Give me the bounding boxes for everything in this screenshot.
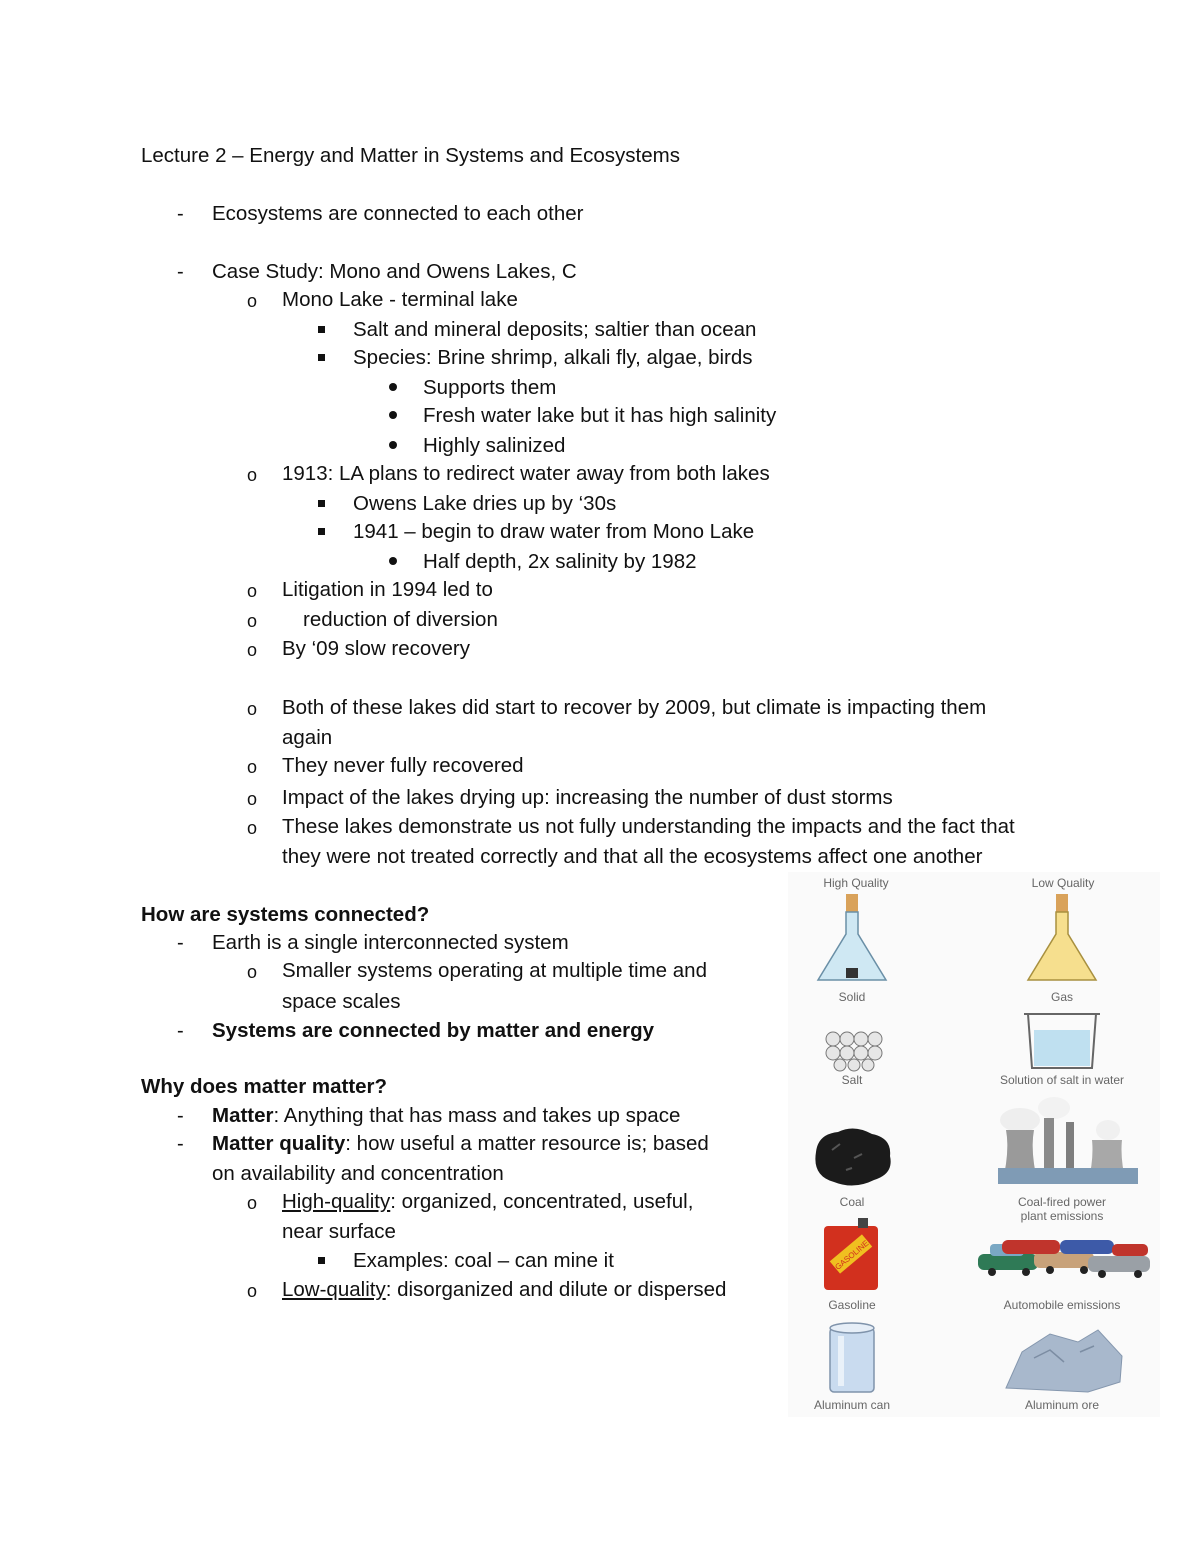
circle-bullet: o [247, 962, 258, 982]
automobile-emissions-icon [978, 1240, 1150, 1278]
bullet-owens-dries: Owens Lake dries up by ‘30s [353, 492, 617, 515]
bullet-both-lakes-cont: again [282, 726, 333, 749]
matter-quality-definition: : how useful a matter resource is; based [345, 1132, 709, 1155]
bullet-dust-storms: Impact of the lakes drying up: increasing the number of dust storms [282, 786, 893, 809]
page-title: Lecture 2 – Energy and Matter in Systems and Ecosystems [141, 144, 680, 167]
caption-gasoline: Gasoline [828, 1298, 876, 1312]
solution-beaker-icon [1024, 1014, 1100, 1068]
circle-bullet: o [247, 1193, 258, 1213]
high-quality-definition: : organized, concentrated, useful, [390, 1190, 694, 1213]
bullet-matter-def [212, 1103, 680, 1129]
salt-crystals-icon [826, 1032, 882, 1071]
bullet-reduction: reduction of diversion [303, 608, 498, 631]
dash-bullet: - [177, 261, 184, 283]
bullet-smaller-systems-cont: space scales [282, 990, 401, 1013]
caption-power-plant-2: plant emissions [1020, 1209, 1104, 1223]
circle-bullet: o [247, 611, 258, 631]
bullet-slow-recovery: By ‘09 slow recovery [282, 637, 470, 660]
figure-header-low: Low Quality [1031, 876, 1095, 890]
circle-bullet: o [247, 581, 258, 601]
circle-bullet: o [247, 818, 258, 838]
square-bullet [318, 1248, 325, 1274]
dot-bullet [389, 433, 397, 459]
circle-bullet: o [247, 640, 258, 660]
circle-bullet: o [247, 699, 258, 719]
coal-icon [815, 1128, 890, 1185]
power-plant-icon [998, 1097, 1138, 1184]
bullet-never-recovered: They never fully recovered [282, 754, 524, 777]
term-matter-quality: Matter quality [212, 1132, 346, 1155]
aluminum-can-icon [830, 1323, 874, 1392]
aluminum-ore-icon [1006, 1330, 1122, 1392]
caption-power-plant: Coal-fired power [1017, 1195, 1107, 1209]
bullet-mono-lake: Mono Lake - terminal lake [282, 288, 518, 311]
bullet-1941: 1941 – begin to draw water from Mono Lake [353, 520, 755, 543]
bullet-high-quality-cont: near surface [282, 1220, 396, 1243]
bullet-salt-deposits: Salt and mineral deposits; saltier than ocean [353, 318, 757, 341]
square-bullet [318, 519, 325, 545]
dash-bullet: - [177, 1105, 184, 1127]
dash-bullet: - [177, 203, 184, 225]
bullet-salinized: Highly salinized [423, 434, 566, 457]
figure-illustrations [788, 872, 1160, 1417]
square-bullet [318, 317, 325, 343]
square-bullet [318, 491, 325, 517]
bullet-matter-quality-cont: on availability and concentration [212, 1162, 504, 1185]
caption-aluminum-can: Aluminum can [813, 1398, 891, 1412]
bullet-fresh-water: Fresh water lake but it has high salinity [423, 404, 777, 427]
caption-salt: Salt [841, 1073, 863, 1087]
caption-solution: Solution of salt in water [999, 1073, 1125, 1087]
dot-bullet [389, 375, 397, 401]
square-bullet [318, 345, 325, 371]
caption-aluminum-ore: Aluminum ore [1024, 1398, 1100, 1412]
gasoline-can-icon [824, 1218, 878, 1290]
bullet-high-quality [282, 1189, 693, 1215]
figure-header-high: High Quality [823, 876, 889, 890]
dash-bullet: - [177, 932, 184, 954]
matter-quality-figure [788, 872, 1160, 1417]
heading-systems-connected: How are systems connected? [141, 903, 430, 926]
bullet-1913: 1913: LA plans to redirect water away from both lakes [282, 462, 770, 485]
caption-coal: Coal [839, 1195, 865, 1209]
circle-bullet: o [247, 465, 258, 485]
circle-bullet: o [247, 789, 258, 809]
dot-bullet [389, 403, 397, 429]
dash-bullet: - [177, 1020, 184, 1042]
bullet-matter-quality [212, 1131, 709, 1157]
term-low-quality: Low-quality [282, 1278, 386, 1301]
caption-solid: Solid [838, 990, 866, 1004]
bullet-earth-system: Earth is a single interconnected system [212, 931, 569, 954]
bullet-supports: Supports them [423, 376, 557, 399]
dash-bullet: - [177, 1133, 184, 1155]
bullet-species: Species: Brine shrimp, alkali fly, algae, birds [353, 346, 753, 369]
matter-definition: : Anything that has mass and takes up space [273, 1104, 681, 1127]
bullet-demonstrate-cont: they were not treated correctly and that all the ecosystems affect one another [282, 845, 983, 868]
bullet-matter-energy: Systems are connected by matter and energy [212, 1019, 655, 1042]
bullet-ecosystems: Ecosystems are connected to each other [212, 202, 584, 225]
dot-bullet [389, 549, 397, 575]
gas-flask-icon [1028, 894, 1096, 980]
caption-automobile: Automobile emissions [1003, 1298, 1121, 1312]
caption-gas: Gas [1050, 990, 1073, 1004]
circle-bullet: o [247, 291, 258, 311]
bullet-low-quality [282, 1277, 726, 1303]
circle-bullet: o [247, 1281, 258, 1301]
bullet-smaller-systems: Smaller systems operating at multiple time and [282, 959, 707, 982]
bullet-examples-coal: Examples: coal – can mine it [353, 1249, 614, 1272]
bullet-both-lakes: Both of these lakes did start to recover by 2009, but climate is impacting them [282, 696, 987, 719]
bullet-litigation: Litigation in 1994 led to [282, 578, 493, 601]
solid-flask-icon [818, 894, 886, 980]
term-high-quality: High-quality [282, 1190, 391, 1213]
svg-text:GASOLINE: GASOLINE [833, 1238, 871, 1272]
circle-bullet: o [247, 757, 258, 777]
bullet-half-depth: Half depth, 2x salinity by 1982 [423, 550, 697, 573]
bullet-demonstrate: These lakes demonstrate us not fully understanding the impacts and the fact that [282, 815, 1015, 838]
heading-matter-matter: Why does matter matter? [141, 1075, 388, 1098]
low-quality-definition: : disorganized and dilute or dispersed [385, 1278, 727, 1301]
term-matter: Matter [212, 1104, 274, 1127]
bullet-case-study: Case Study: Mono and Owens Lakes, C [212, 260, 577, 283]
